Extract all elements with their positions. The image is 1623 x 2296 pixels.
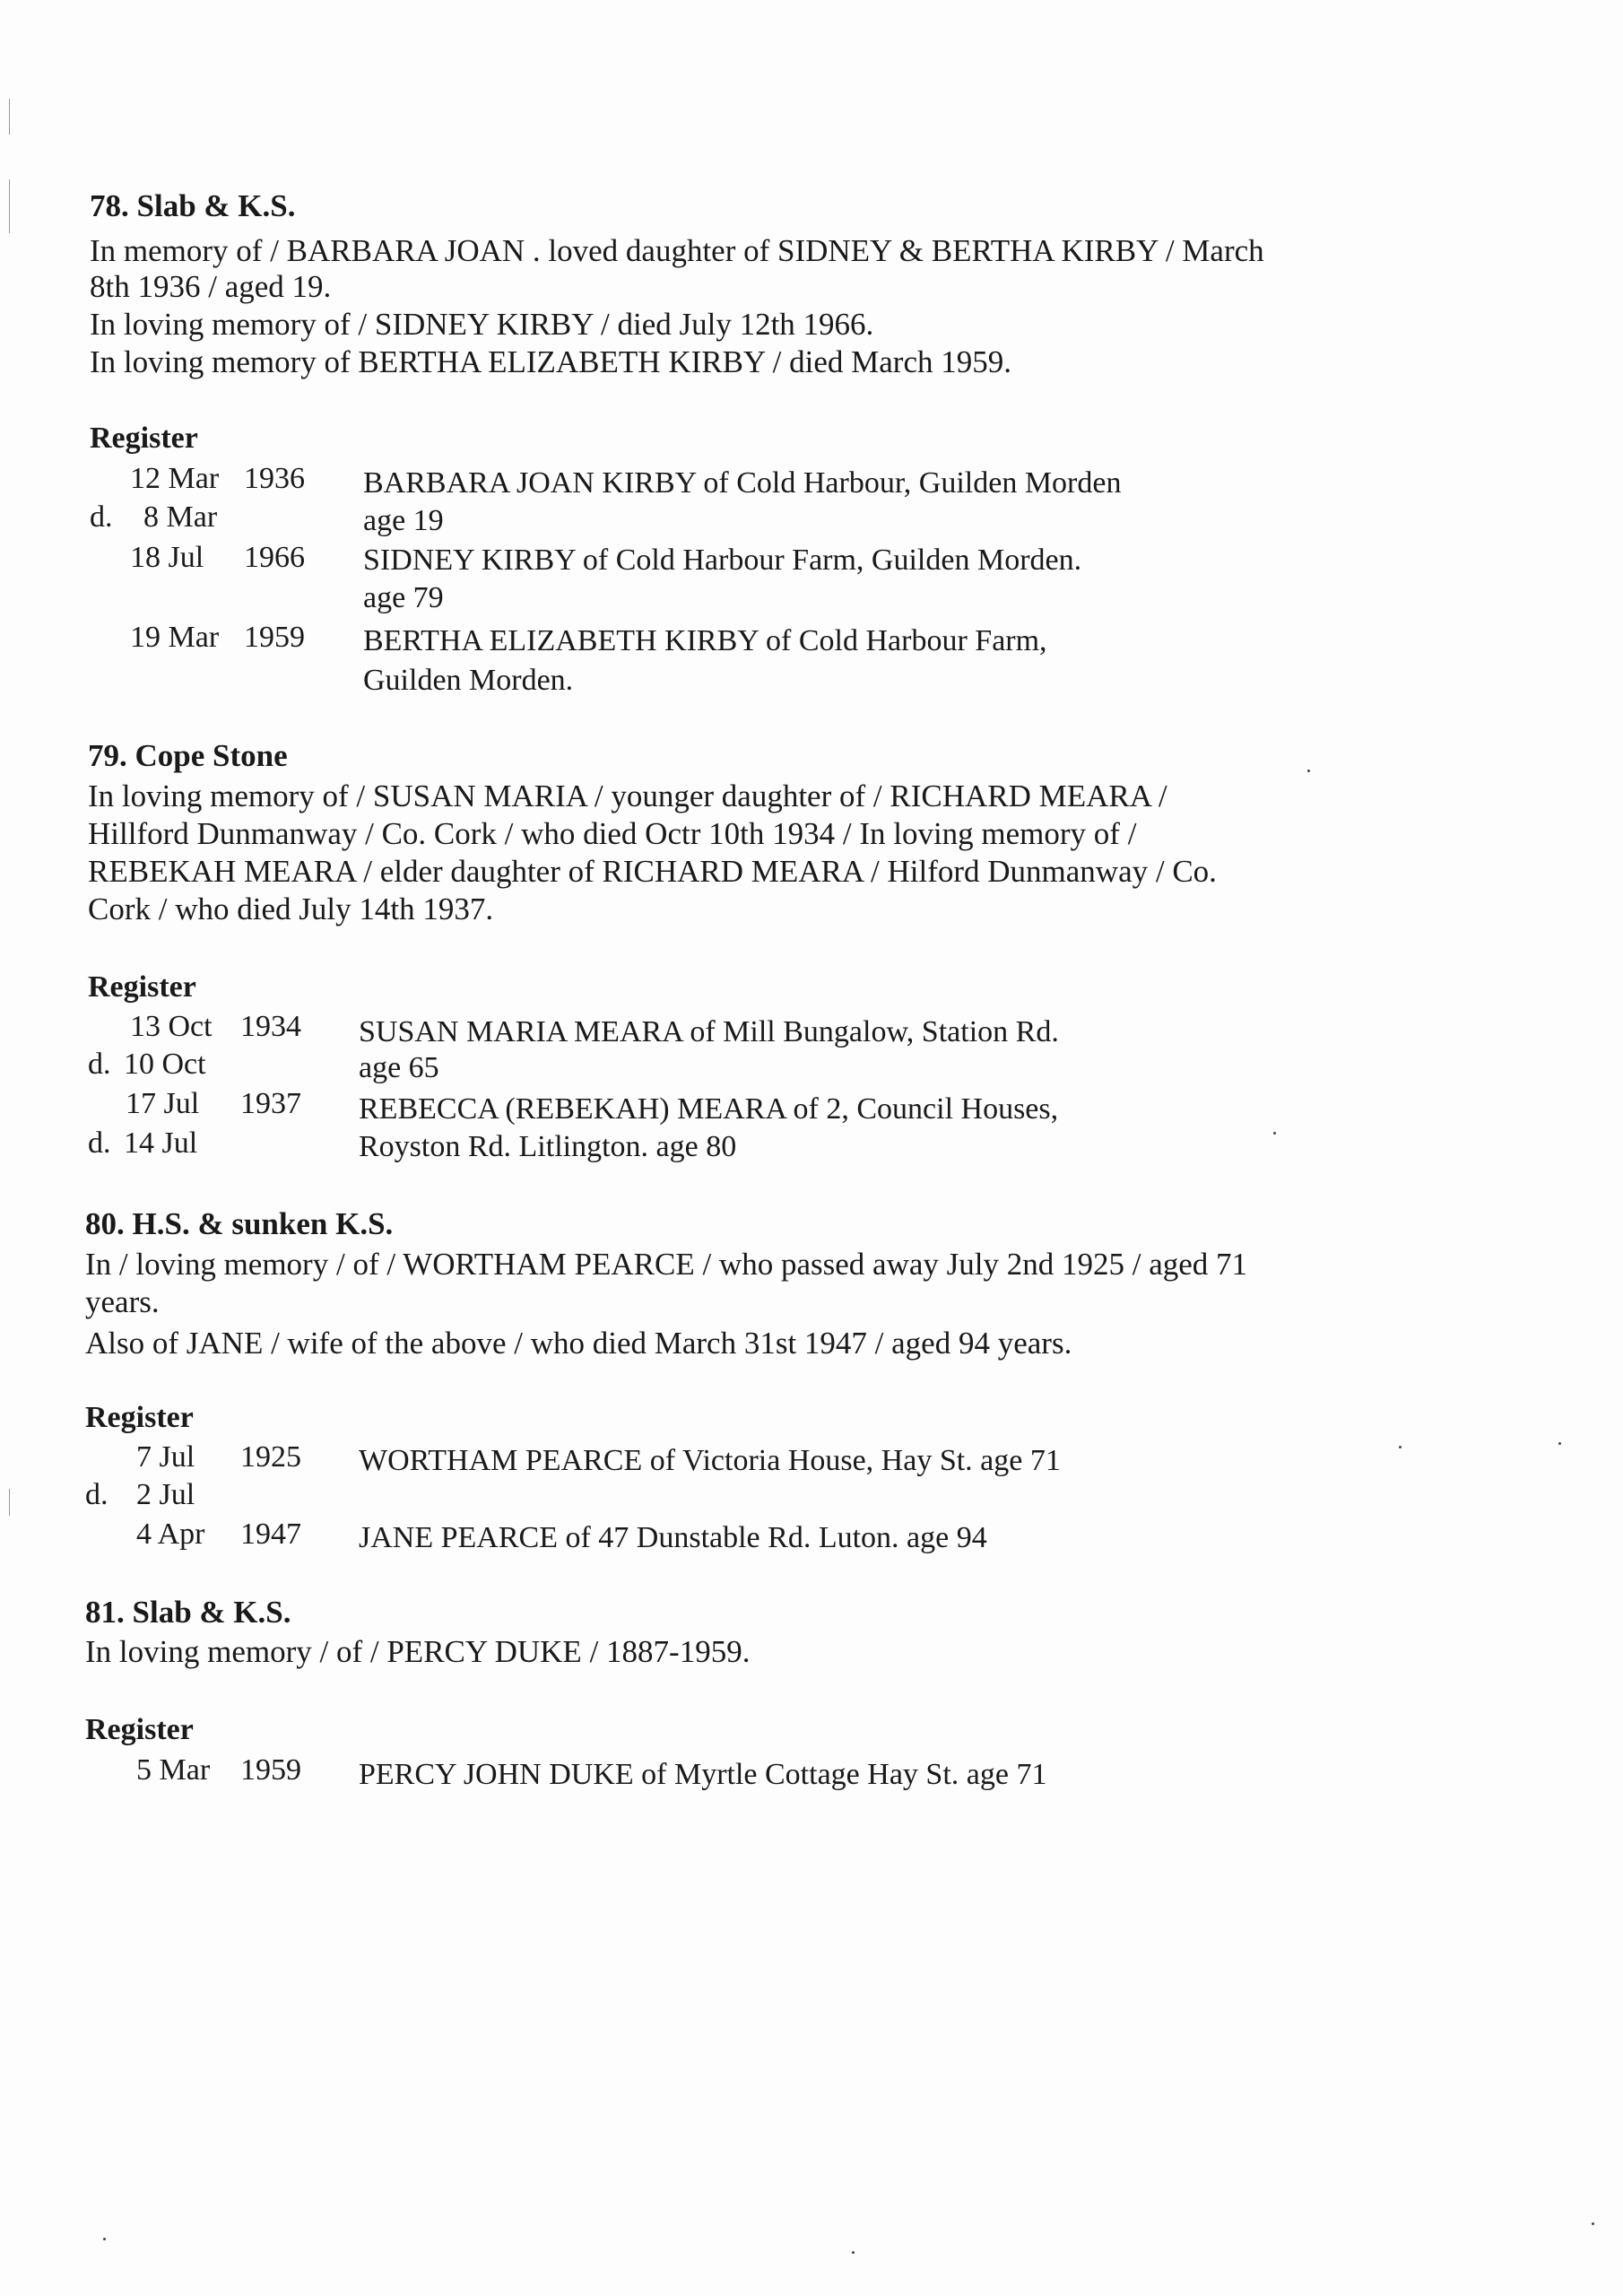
scan-speck bbox=[1307, 770, 1310, 772]
entry-79-line-1: In loving memory of / SUSAN MARIA / younger daughter of / RICHARD MEARA / bbox=[88, 778, 1167, 813]
register-date: 14 Jul bbox=[124, 1126, 198, 1160]
register-detail: BERTHA ELIZABETH KIRBY of Cold Harbour Farm, bbox=[363, 624, 1047, 657]
register-detail: WORTHAM PEARCE of Victoria House, Hay St. age 71 bbox=[359, 1444, 1061, 1477]
register-date: 13 Oct bbox=[130, 1010, 213, 1043]
scan-speck bbox=[1273, 1132, 1276, 1135]
register-detail: age 19 bbox=[363, 504, 444, 537]
register-detail: Royston Rd. Litlington. age 80 bbox=[359, 1130, 737, 1163]
register-prefix: d. bbox=[88, 1048, 111, 1081]
entry-78-line-4: In loving memory of BERTHA ELIZABETH KIRBY / died March 1959. bbox=[90, 344, 1011, 379]
entry-78-line-3: In loving memory of / SIDNEY KIRBY / died July 12th 1966. bbox=[90, 307, 874, 342]
scan-speck bbox=[852, 2251, 855, 2254]
register-detail: BARBARA JOAN KIRBY of Cold Harbour, Guilden Morden bbox=[363, 466, 1122, 500]
entry-80-heading: 80. H.S. & sunken K.S. bbox=[85, 1206, 394, 1241]
register-year: 1937 bbox=[240, 1087, 301, 1120]
register-detail: Guilden Morden. bbox=[363, 664, 574, 697]
entry-79-register-title: Register bbox=[88, 970, 196, 1004]
entry-78-heading: 78. Slab & K.S. bbox=[90, 188, 296, 223]
scan-edge-mark bbox=[9, 99, 10, 135]
register-year: 1947 bbox=[240, 1518, 301, 1551]
register-date: 19 Mar bbox=[130, 621, 220, 654]
register-prefix: d. bbox=[90, 500, 113, 534]
entry-81-register-title: Register bbox=[85, 1713, 194, 1746]
register-detail: SUSAN MARIA MEARA of Mill Bungalow, Station Rd. bbox=[359, 1015, 1059, 1048]
register-date: 2 Jul bbox=[136, 1478, 195, 1511]
register-detail: SIDNEY KIRBY of Cold Harbour Farm, Guilden Morden. bbox=[363, 544, 1082, 577]
register-date: 18 Jul bbox=[130, 541, 204, 574]
register-year: 1959 bbox=[244, 621, 305, 654]
register-date: 10 Oct bbox=[124, 1048, 206, 1081]
entry-78-line-2: 8th 1936 / aged 19. bbox=[90, 269, 332, 304]
register-detail: JANE PEARCE of 47 Dunstable Rd. Luton. age 94 bbox=[359, 1521, 987, 1554]
register-year: 1966 bbox=[244, 541, 305, 574]
scan-speck bbox=[1592, 2222, 1594, 2225]
scan-speck bbox=[103, 2238, 106, 2240]
register-year: 1925 bbox=[240, 1440, 301, 1474]
register-prefix: d. bbox=[85, 1478, 108, 1511]
register-detail: age 65 bbox=[359, 1051, 439, 1084]
register-year: 1959 bbox=[240, 1753, 301, 1787]
scan-speck bbox=[1399, 1446, 1402, 1448]
entry-79-line-3: REBEKAH MEARA / elder daughter of RICHARD MEARA / Hilford Dunmanway / Co. bbox=[88, 854, 1217, 889]
entry-80-line-3: Also of JANE / wife of the above / who died March 31st 1947 / aged 94 years. bbox=[85, 1326, 1072, 1361]
entry-79-line-4: Cork / who died July 14th 1937. bbox=[88, 891, 494, 926]
register-prefix: d. bbox=[88, 1126, 111, 1160]
entry-80-line-1: In / loving memory / of / WORTHAM PEARCE / who passed away July 2nd 1925 / aged 71 bbox=[85, 1247, 1248, 1282]
entry-80-line-2: years. bbox=[85, 1284, 160, 1319]
entry-81-line-1: In loving memory / of / PERCY DUKE / 1887-1959. bbox=[85, 1634, 751, 1669]
scan-speck bbox=[1558, 1442, 1561, 1445]
register-date: 8 Mar bbox=[143, 500, 218, 534]
entry-79-heading: 79. Cope Stone bbox=[88, 738, 288, 773]
entry-79-line-2: Hillford Dunmanway / Co. Cork / who died Octr 10th 1934 / In loving memory of / bbox=[88, 816, 1137, 851]
register-date: 7 Jul bbox=[136, 1440, 195, 1474]
register-date: 4 Apr bbox=[136, 1518, 205, 1551]
entry-80-register-title: Register bbox=[85, 1401, 194, 1434]
register-detail: age 79 bbox=[363, 581, 444, 614]
entry-78-line-1: In memory of / BARBARA JOAN . loved daughter of SIDNEY & BERTHA KIRBY / March bbox=[90, 233, 1264, 268]
scan-edge-mark bbox=[9, 1489, 10, 1516]
register-date: 12 Mar bbox=[130, 462, 220, 495]
register-date: 5 Mar bbox=[136, 1753, 211, 1787]
register-date: 17 Jul bbox=[126, 1087, 200, 1120]
entry-81-heading: 81. Slab & K.S. bbox=[85, 1595, 291, 1630]
register-year: 1936 bbox=[244, 462, 305, 495]
register-detail: REBECCA (REBEKAH) MEARA of 2, Council Houses, bbox=[359, 1092, 1059, 1126]
register-year: 1934 bbox=[240, 1010, 301, 1043]
entry-78-register-title: Register bbox=[90, 422, 198, 455]
scan-edge-mark bbox=[9, 179, 10, 233]
register-detail: PERCY JOHN DUKE of Myrtle Cottage Hay St. age 71 bbox=[359, 1758, 1047, 1791]
